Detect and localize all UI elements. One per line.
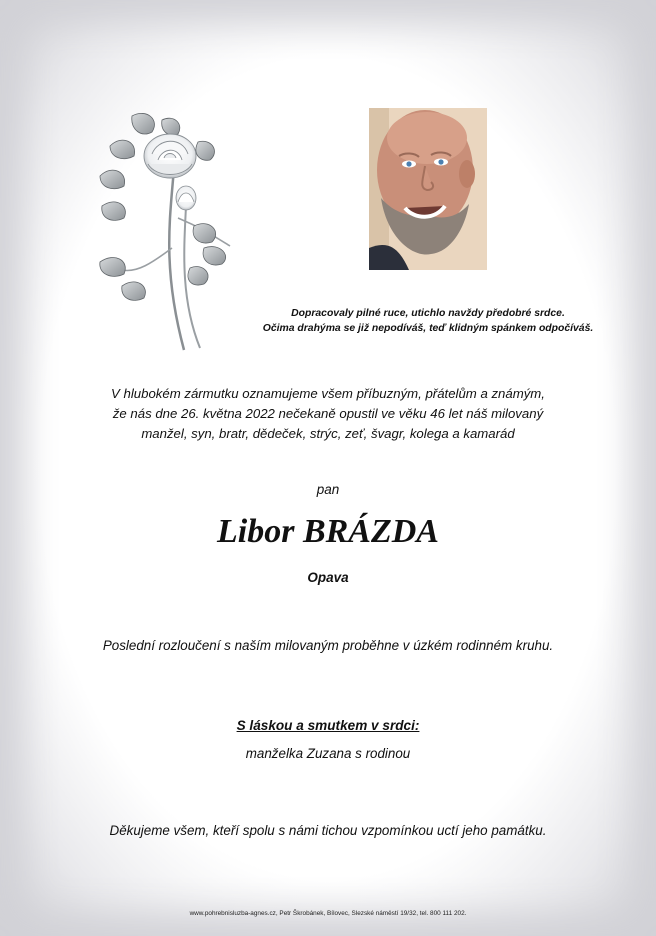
deceased-name: Libor BRÁZDA bbox=[217, 513, 439, 550]
portrait-face-drawing bbox=[369, 108, 487, 270]
signature-heading: S láskou a smutkem v srdci: bbox=[236, 718, 420, 733]
poem-line-1: Dopracovaly pilné ruce, utichlo navždy předobré srdce. bbox=[291, 308, 565, 319]
thanks-note: Děkujeme všem, kteří spolu s námi tichou vzpomínkou uctí jeho památku. bbox=[109, 823, 547, 838]
death-announcement bbox=[60, 384, 596, 444]
announcement-line-1: V hlubokém zármutku oznamujeme všem příbuzným, přátelům a známým, bbox=[111, 386, 545, 401]
farewell-notice: Poslední rozloučení s naším milovaným proběhne v úzkém rodinném kruhu. bbox=[102, 638, 554, 653]
portrait-photo bbox=[369, 108, 487, 270]
funeral-service-footer: www.pohrebnisluzba-agnes.cz, Petr Škrobánek, Bílovec, Slezské náměstí 19/32, tel. 800 111 202. bbox=[189, 910, 467, 917]
poem-line-2: Očima drahýma se již nepodíváš, teď klidným spánkem odpočíváš. bbox=[262, 323, 594, 334]
signature-names: manželka Zuzana s rodinou bbox=[245, 746, 411, 761]
salutation: pan bbox=[316, 482, 340, 497]
deceased-city: Opava bbox=[307, 570, 349, 585]
announcement-line-3: manžel, syn, bratr, dědeček, strýc, zeť, švagr, kolega a kamarád bbox=[141, 426, 515, 441]
announcement-line-2: že nás dne 26. května 2022 nečekaně opustil ve věku 46 let náš milovaný bbox=[112, 406, 544, 421]
rose-illustration bbox=[92, 98, 242, 360]
poem-verse bbox=[232, 306, 624, 336]
